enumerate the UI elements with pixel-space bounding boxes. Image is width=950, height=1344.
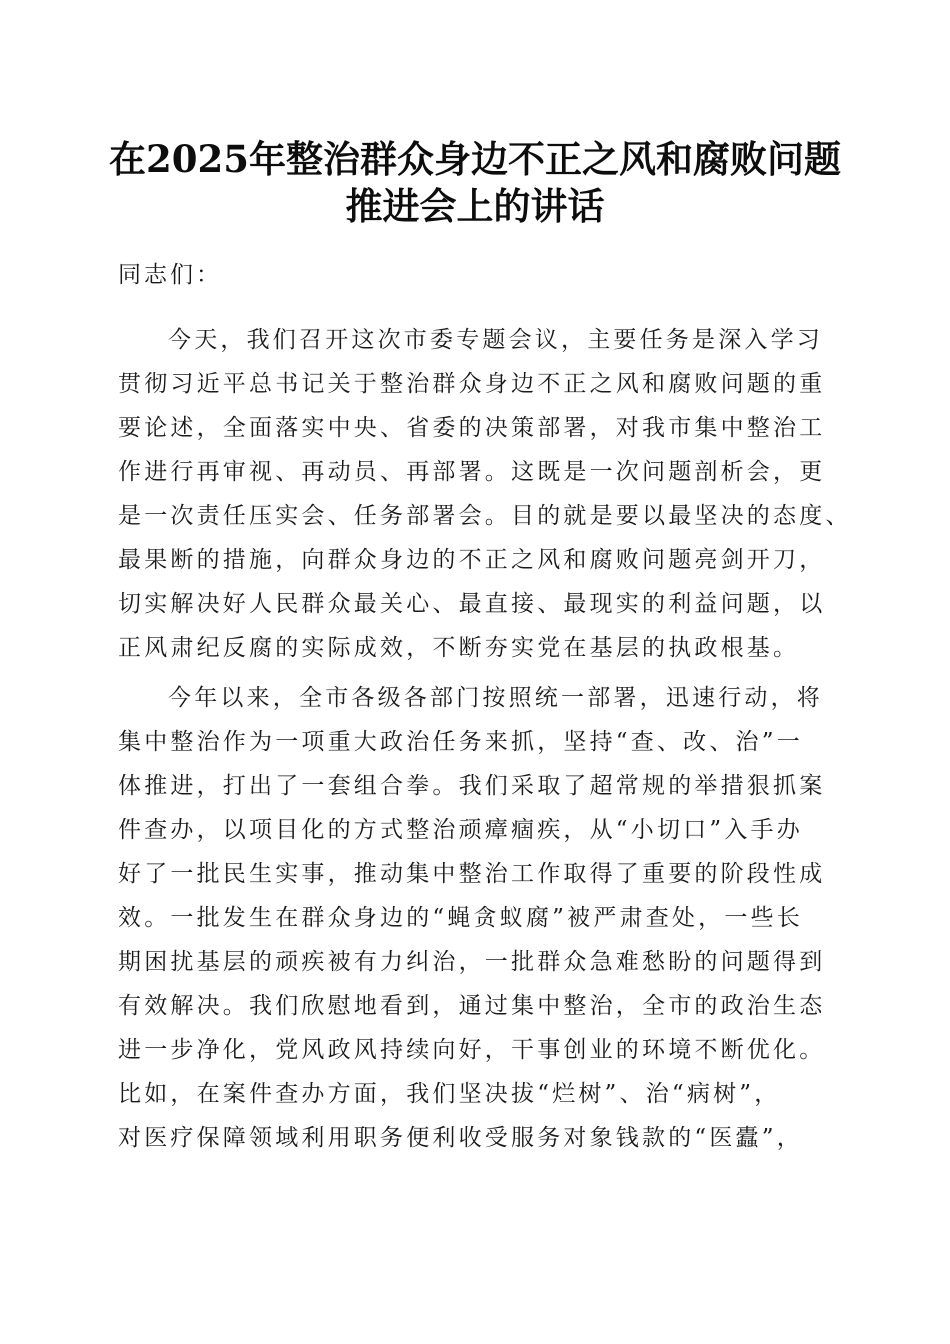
body-line: 对医疗保障领域利用职务便利收受服务对象钱款的“医蠹”， xyxy=(118,1125,803,1151)
body-line: 要论述，全面落实中央、省委的决策部署，对我市集中整治工 xyxy=(118,415,826,441)
body-line: 件查办，以项目化的方式整治顽瘴痼疾，从“小切口”入手办 xyxy=(118,817,803,843)
body-line: 贯彻习近平总书记关于整治群众身边不正之风和腐败问题的重 xyxy=(118,371,826,397)
body-line: 有效解决。我们欣慰地看到，通过集中整治，全市的政治生态 xyxy=(118,993,826,1019)
body-line: 今年以来，全市各级各部门按照统一部署，迅速行动，将 xyxy=(168,685,823,711)
body-line: 比如，在案件查办方面，我们坚决拔“烂树”、治“病树”， xyxy=(118,1081,781,1107)
salutation: 同志们： xyxy=(118,262,222,288)
body-line: 进一步净化，党风政风持续向好，干事创业的环境不断优化。 xyxy=(118,1037,826,1063)
body-line: 今天，我们召开这次市委专题会议，主要任务是深入学习 xyxy=(168,327,823,353)
document-title-line-1: 在2025年整治群众身边不正之风和腐败问题 xyxy=(109,137,841,181)
body-line: 体推进，打出了一套组合拳。我们采取了超常规的举措狠抓案 xyxy=(118,773,826,799)
body-line: 效。一批发生在群众身边的“蝇贪蚁腐”被严肃查处，一些长 xyxy=(118,905,803,931)
body-line: 期困扰基层的顽疾被有力纠治，一批群众急难愁盼的问题得到 xyxy=(118,949,826,975)
body-line: 好了一批民生实事，推动集中整治工作取得了重要的阶段性成 xyxy=(118,861,826,887)
body-line: 作进行再审视、再动员、再部署。这既是一次问题剖析会，更 xyxy=(118,459,826,485)
body-line: 最果断的措施，向群众身边的不正之风和腐败问题亮剑开刀， xyxy=(118,547,826,573)
body-line: 正风肃纪反腐的实际成效，不断夯实党在基层的执政根基。 xyxy=(118,635,800,661)
body-line: 集中整治作为一项重大政治任务来抓，坚持“查、改、治”一 xyxy=(118,729,803,755)
body-line: 切实解决好人民群众最关心、最直接、最现实的利益问题，以 xyxy=(118,591,826,617)
body-line: 是一次责任压实会、任务部署会。目的就是要以最坚决的态度、 xyxy=(118,503,852,529)
document-title-line-2: 推进会上的讲话 xyxy=(345,184,605,228)
